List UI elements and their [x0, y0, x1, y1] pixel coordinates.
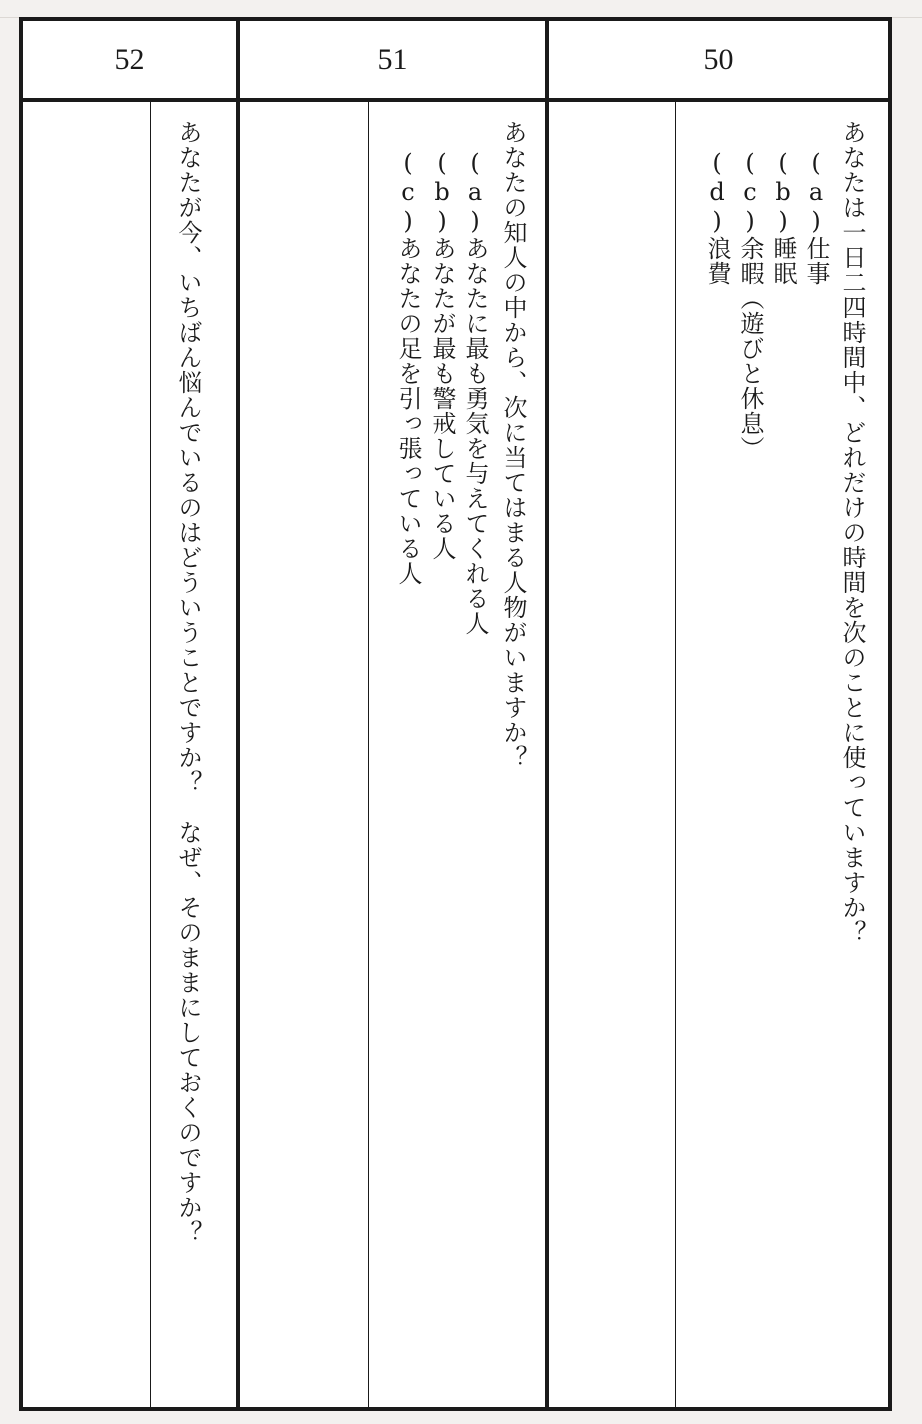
question-50-prompt: あなたは一日二四時間中、どれだけの時間を次のことに使っていますか？ — [838, 120, 866, 945]
question-50-option-b: (b)睡眠 — [769, 149, 797, 286]
top-bar — [0, 0, 922, 18]
column-divider-52-51 — [236, 21, 240, 1407]
question-51-prompt: あなたの知人の中から、次に当てはまる人物がいますか？ — [499, 120, 527, 770]
question-52-text: あなたが今、いちばん悩んでいるのはどういうことですか？ なぜ、そのままにしておくのですか？ — [174, 120, 202, 1245]
question-50-option-a: (a)仕事 — [802, 149, 830, 286]
question-number-51: 51 — [377, 43, 408, 76]
question-51-option-a: (a)あなたに最も勇気を与えてくれる人 — [461, 149, 489, 636]
answer-line-52 — [150, 102, 151, 1407]
question-number-50: 50 — [703, 43, 734, 76]
question-number-52: 52 — [114, 43, 145, 76]
question-50-option-c: (c)余暇（遊びと休息） — [736, 149, 764, 461]
question-51-option-b: (b)あなたが最も警戒している人 — [428, 149, 456, 561]
answer-line-51 — [368, 102, 369, 1407]
answer-line-50 — [675, 102, 676, 1407]
question-50-option-d: (d)浪費 — [703, 149, 731, 286]
question-51-option-c: (c)あなたの足を引っ張っている人 — [394, 149, 422, 586]
question-sheet — [19, 17, 892, 1411]
column-divider-51-50 — [545, 21, 549, 1407]
header-divider — [23, 98, 888, 102]
